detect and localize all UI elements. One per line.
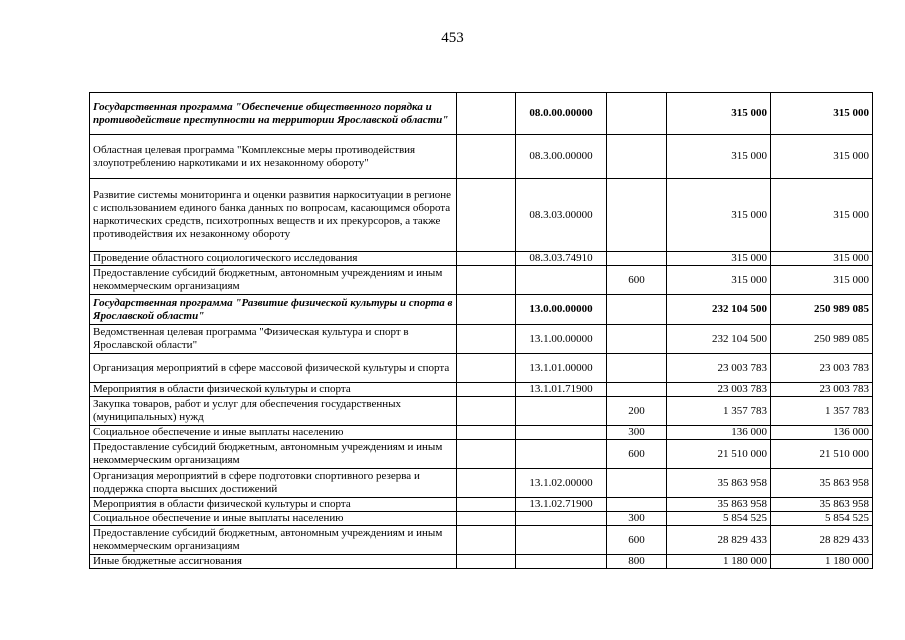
row-expense-type-cell: 200 bbox=[607, 397, 667, 426]
row-amount-2-cell: 23 003 783 bbox=[771, 354, 873, 383]
row-amount-2-cell: 1 180 000 bbox=[771, 555, 873, 569]
row-expense-type-cell bbox=[607, 354, 667, 383]
row-amount-1-cell: 23 003 783 bbox=[667, 354, 771, 383]
row-expense-type-cell bbox=[607, 252, 667, 266]
row-amount-1-cell: 315 000 bbox=[667, 266, 771, 295]
row-amount-1-cell: 1 180 000 bbox=[667, 555, 771, 569]
row-expense-type-cell: 600 bbox=[607, 526, 667, 555]
row-empty-cell bbox=[457, 383, 516, 397]
budget-table bbox=[89, 92, 873, 569]
row-empty-cell bbox=[457, 93, 516, 135]
row-name-cell: Проведение областного социологического исследования bbox=[90, 252, 457, 266]
row-name-cell: Предоставление субсидий бюджетным, автономным учреждениям и иным некоммерческим организациям bbox=[90, 526, 457, 555]
row-amount-1-cell: 232 104 500 bbox=[667, 295, 771, 325]
row-code-cell bbox=[516, 526, 607, 555]
row-name-cell: Социальное обеспечение и иные выплаты населению bbox=[90, 426, 457, 440]
row-expense-type-cell bbox=[607, 469, 667, 498]
row-name-cell: Развитие системы мониторинга и оценки развития наркоситуации в регионе с использованием единого банка данных по вопросам, касающимся оборота наркотических средств, психотропных веществ и их прекурсоров, а также противодействия их незаконному обороту bbox=[90, 179, 457, 252]
row-empty-cell bbox=[457, 354, 516, 383]
row-code-cell: 13.1.00.00000 bbox=[516, 325, 607, 354]
row-empty-cell bbox=[457, 397, 516, 426]
row-name-cell: Мероприятия в области физической культуры и спорта bbox=[90, 498, 457, 512]
row-expense-type-cell bbox=[607, 93, 667, 135]
row-name-cell: Закупка товаров, работ и услуг для обеспечения государственных (муниципальных) нужд bbox=[90, 397, 457, 426]
row-amount-2-cell: 21 510 000 bbox=[771, 440, 873, 469]
table-row bbox=[90, 498, 873, 512]
row-empty-cell bbox=[457, 440, 516, 469]
row-amount-2-cell: 315 000 bbox=[771, 135, 873, 179]
row-code-cell bbox=[516, 512, 607, 526]
row-name-cell: Предоставление субсидий бюджетным, автономным учреждениям и иным некоммерческим организациям bbox=[90, 440, 457, 469]
table-row bbox=[90, 469, 873, 498]
row-code-cell: 08.3.03.00000 bbox=[516, 179, 607, 252]
row-amount-2-cell: 315 000 bbox=[771, 93, 873, 135]
row-amount-1-cell: 315 000 bbox=[667, 93, 771, 135]
row-expense-type-cell bbox=[607, 295, 667, 325]
program-row bbox=[90, 93, 873, 135]
row-code-cell: 13.1.01.71900 bbox=[516, 383, 607, 397]
row-amount-1-cell: 28 829 433 bbox=[667, 526, 771, 555]
row-code-cell: 08.3.03.74910 bbox=[516, 252, 607, 266]
row-amount-2-cell: 250 989 085 bbox=[771, 295, 873, 325]
row-amount-2-cell: 5 854 525 bbox=[771, 512, 873, 526]
table-row bbox=[90, 354, 873, 383]
row-expense-type-cell bbox=[607, 498, 667, 512]
row-code-cell bbox=[516, 440, 607, 469]
row-name-cell: Ведомственная целевая программа "Физическая культура и спорт в Ярославской области" bbox=[90, 325, 457, 354]
row-empty-cell bbox=[457, 252, 516, 266]
table-row bbox=[90, 266, 873, 295]
row-amount-1-cell: 315 000 bbox=[667, 252, 771, 266]
row-amount-2-cell: 315 000 bbox=[771, 266, 873, 295]
row-code-cell: 13.1.02.71900 bbox=[516, 498, 607, 512]
table-row bbox=[90, 512, 873, 526]
row-amount-2-cell: 23 003 783 bbox=[771, 383, 873, 397]
page-number: 453 bbox=[441, 30, 464, 46]
row-amount-1-cell: 315 000 bbox=[667, 135, 771, 179]
row-name-cell: Организация мероприятий в сфере подготовки спортивного резерва и поддержка спорта высших достижений bbox=[90, 469, 457, 498]
row-code-cell: 13.1.01.00000 bbox=[516, 354, 607, 383]
table-row bbox=[90, 555, 873, 569]
row-expense-type-cell bbox=[607, 135, 667, 179]
row-code-cell: 13.1.02.00000 bbox=[516, 469, 607, 498]
row-name-cell: Государственная программа "Развитие физической культуры и спорта в Ярославской области" bbox=[90, 295, 457, 325]
row-amount-2-cell: 136 000 bbox=[771, 426, 873, 440]
row-name-cell: Социальное обеспечение и иные выплаты населению bbox=[90, 512, 457, 526]
table-row bbox=[90, 440, 873, 469]
row-amount-1-cell: 232 104 500 bbox=[667, 325, 771, 354]
row-code-cell: 08.0.00.00000 bbox=[516, 93, 607, 135]
row-expense-type-cell: 300 bbox=[607, 426, 667, 440]
row-amount-1-cell: 1 357 783 bbox=[667, 397, 771, 426]
row-name-cell: Организация мероприятий в сфере массовой физической культуры и спорта bbox=[90, 354, 457, 383]
table-row bbox=[90, 383, 873, 397]
row-empty-cell bbox=[457, 469, 516, 498]
row-expense-type-cell bbox=[607, 179, 667, 252]
table-row bbox=[90, 325, 873, 354]
row-amount-1-cell: 136 000 bbox=[667, 426, 771, 440]
row-name-cell: Предоставление субсидий бюджетным, автономным учреждениям и иным некоммерческим организациям bbox=[90, 266, 457, 295]
row-code-cell bbox=[516, 397, 607, 426]
row-code-cell bbox=[516, 555, 607, 569]
table-row bbox=[90, 526, 873, 555]
row-name-cell: Областная целевая программа "Комплексные меры противодействия злоупотреблению наркотиками и их незаконному обороту" bbox=[90, 135, 457, 179]
table-row bbox=[90, 426, 873, 440]
row-expense-type-cell bbox=[607, 383, 667, 397]
row-expense-type-cell: 600 bbox=[607, 440, 667, 469]
row-amount-2-cell: 315 000 bbox=[771, 179, 873, 252]
row-empty-cell bbox=[457, 512, 516, 526]
row-empty-cell bbox=[457, 295, 516, 325]
row-expense-type-cell: 800 bbox=[607, 555, 667, 569]
row-amount-1-cell: 315 000 bbox=[667, 179, 771, 252]
row-name-cell: Иные бюджетные ассигнования bbox=[90, 555, 457, 569]
table-row bbox=[90, 179, 873, 252]
row-amount-2-cell: 315 000 bbox=[771, 252, 873, 266]
row-empty-cell bbox=[457, 266, 516, 295]
row-code-cell bbox=[516, 266, 607, 295]
row-amount-2-cell: 35 863 958 bbox=[771, 498, 873, 512]
row-empty-cell bbox=[457, 135, 516, 179]
row-code-cell bbox=[516, 426, 607, 440]
budget-table-body bbox=[90, 93, 873, 569]
row-empty-cell bbox=[457, 325, 516, 354]
table-row bbox=[90, 252, 873, 266]
row-amount-2-cell: 250 989 085 bbox=[771, 325, 873, 354]
row-amount-1-cell: 21 510 000 bbox=[667, 440, 771, 469]
row-expense-type-cell: 600 bbox=[607, 266, 667, 295]
program-row bbox=[90, 295, 873, 325]
table-row bbox=[90, 135, 873, 179]
row-amount-1-cell: 5 854 525 bbox=[667, 512, 771, 526]
table-row bbox=[90, 397, 873, 426]
row-name-cell: Государственная программа "Обеспечение общественного порядка и противодействие преступности на территории Ярославской области" bbox=[90, 93, 457, 135]
row-empty-cell bbox=[457, 498, 516, 512]
row-empty-cell bbox=[457, 179, 516, 252]
row-empty-cell bbox=[457, 526, 516, 555]
row-amount-2-cell: 28 829 433 bbox=[771, 526, 873, 555]
row-empty-cell bbox=[457, 426, 516, 440]
row-expense-type-cell: 300 bbox=[607, 512, 667, 526]
row-amount-2-cell: 1 357 783 bbox=[771, 397, 873, 426]
row-code-cell: 13.0.00.00000 bbox=[516, 295, 607, 325]
row-amount-1-cell: 35 863 958 bbox=[667, 498, 771, 512]
row-amount-2-cell: 35 863 958 bbox=[771, 469, 873, 498]
row-name-cell: Мероприятия в области физической культуры и спорта bbox=[90, 383, 457, 397]
row-amount-1-cell: 23 003 783 bbox=[667, 383, 771, 397]
row-expense-type-cell bbox=[607, 325, 667, 354]
row-amount-1-cell: 35 863 958 bbox=[667, 469, 771, 498]
row-code-cell: 08.3.00.00000 bbox=[516, 135, 607, 179]
row-empty-cell bbox=[457, 555, 516, 569]
